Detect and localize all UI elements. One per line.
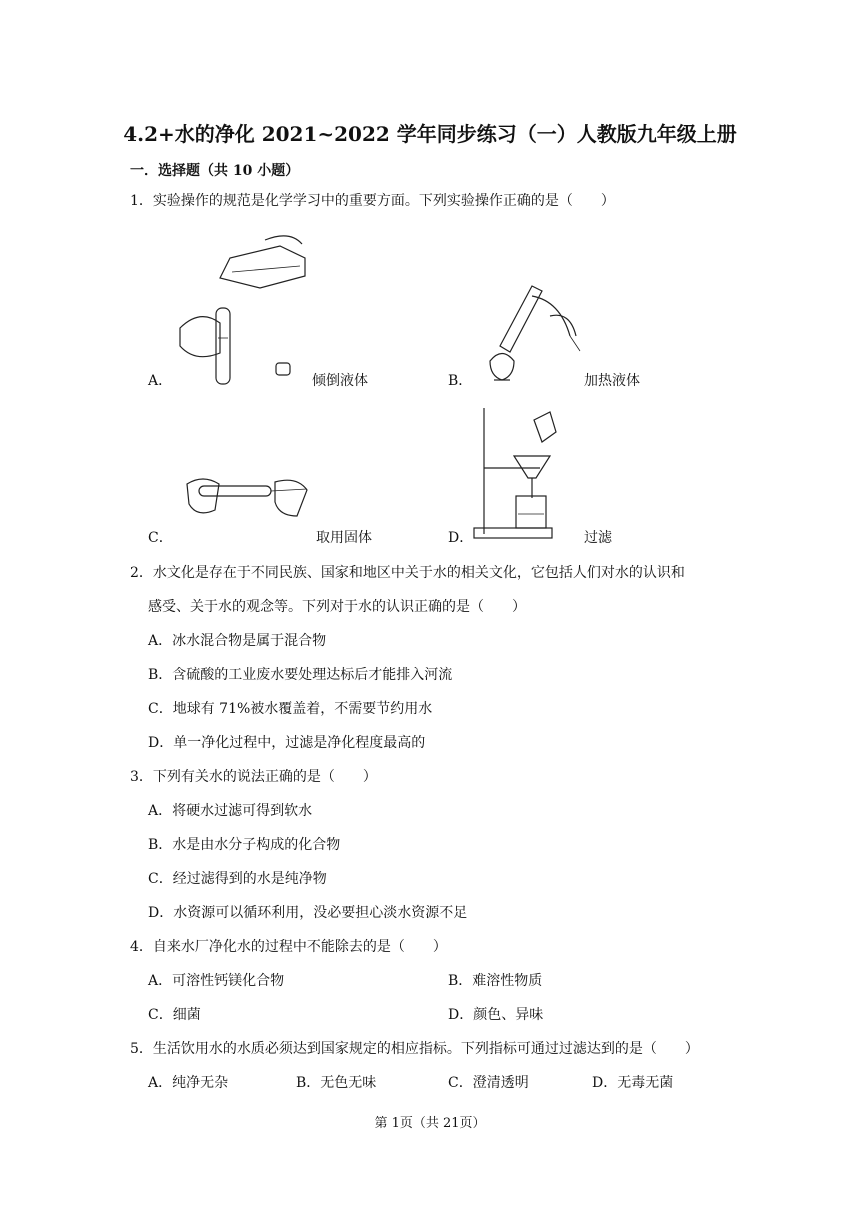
q5-option-b: B．无色无味: [296, 1075, 377, 1091]
question-4-stem: 4．自来水厂净化水的过程中不能除去的是（ ）: [130, 939, 447, 955]
question-2-stem-line1: 2．水文化是存在于不同民族、国家和地区中关于水的相关文化，它包括人们对水的认识和: [130, 565, 685, 581]
pouring-liquid-illustration: [170, 228, 310, 388]
q1-option-b-caption: 加热液体: [584, 373, 640, 389]
question-2-stem-line2: 感受、关于水的观念等。下列对于水的认识正确的是（ ）: [148, 599, 526, 615]
q3-option-c: C．经过滤得到的水是纯净物: [148, 871, 327, 887]
q4-option-a: A．可溶性钙镁化合物: [148, 973, 285, 989]
q5-option-a: A．纯净无杂: [148, 1075, 229, 1091]
q1-option-a-letter: A．: [148, 373, 173, 389]
q1-option-b-letter: B．: [448, 373, 473, 389]
q2-option-b: B．含硫酸的工业废水要处理达标后才能排入河流: [148, 667, 453, 683]
q4-option-b: B．难溶性物质: [448, 973, 543, 989]
filtration-illustration: [470, 408, 560, 540]
page-footer: 第 1页（共 21页）: [374, 1116, 486, 1131]
q1-option-a-caption: 倾倒液体: [312, 373, 368, 389]
q3-option-b: B．水是由水分子构成的化合物: [148, 837, 341, 853]
question-1-stem: 1．实验操作的规范是化学学习中的重要方面。下列实验操作正确的是（ ）: [130, 193, 615, 209]
q1-option-d-caption: 过滤: [584, 530, 612, 546]
q2-option-d: D．单一净化过程中，过滤是净化程度最高的: [148, 735, 426, 751]
question-5-stem: 5．生活饮用水的水质必须达到国家规定的相应指标。下列指标可通过过滤达到的是（ ）: [130, 1041, 699, 1057]
page-title: 4.2+水的净化 2021~2022 学年同步练习（一）人教版九年级上册: [123, 122, 737, 146]
q1-option-d-letter: D．: [448, 530, 474, 546]
q4-option-d: D．颜色、异味: [448, 1007, 544, 1023]
question-3-stem: 3．下列有关水的说法正确的是（ ）: [130, 769, 377, 785]
q5-option-d: D．无毒无菌: [592, 1075, 674, 1091]
heating-liquid-illustration: [470, 276, 590, 388]
q5-option-c: C．澄清透明: [448, 1075, 529, 1091]
q4-option-c: C．细菌: [148, 1007, 201, 1023]
q3-option-a: A．将硬水过滤可得到软水: [148, 803, 313, 819]
section-heading: 一．选择题（共 10 小题）: [130, 163, 300, 179]
taking-solid-illustration: [185, 472, 315, 532]
q2-option-c: C．地球有 71%被水覆盖着，不需要节约用水: [148, 701, 433, 717]
q1-option-c-letter: C．: [148, 530, 173, 546]
q1-option-c-caption: 取用固体: [316, 530, 372, 546]
q2-option-a: A．冰水混合物是属于混合物: [148, 633, 327, 649]
q3-option-d: D．水资源可以循环利用，没必要担心淡水资源不足: [148, 905, 468, 921]
